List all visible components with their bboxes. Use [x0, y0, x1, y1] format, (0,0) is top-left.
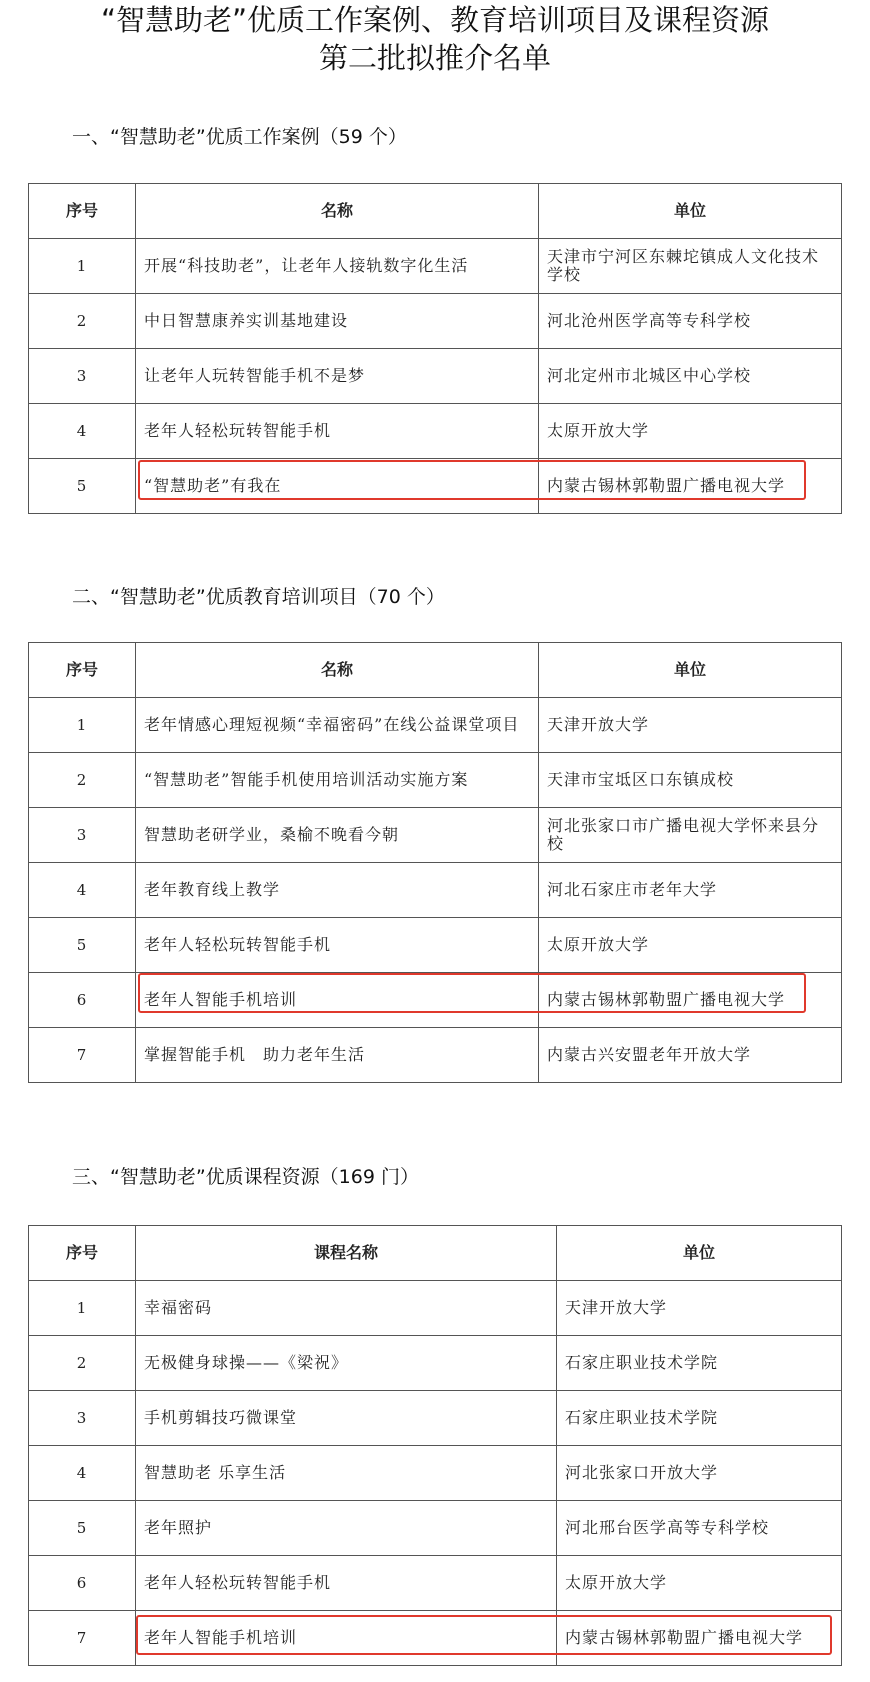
- row-no: 6: [29, 973, 136, 1028]
- row-unit: 河北张家口市广播电视大学怀来县分校: [539, 808, 842, 863]
- row-no: 2: [29, 1336, 136, 1391]
- row-no: 5: [29, 918, 136, 973]
- row-unit: 内蒙古锡林郭勒盟广播电视大学: [539, 459, 842, 514]
- table-header-row: [29, 643, 842, 698]
- row-no: 7: [29, 1028, 136, 1083]
- section-1-table: [28, 183, 842, 514]
- row-unit: 天津市宁河区东棘坨镇成人文化技术学校: [539, 239, 842, 294]
- table-row: [29, 459, 842, 514]
- table-row: [29, 863, 842, 918]
- table-header-row: [29, 1226, 842, 1281]
- table-row: [29, 808, 842, 863]
- table-row: [29, 1281, 842, 1336]
- row-unit: 河北张家口开放大学: [557, 1446, 842, 1501]
- table-row: [29, 1446, 842, 1501]
- row-name: 老年情感心理短视频“幸福密码”在线公益课堂项目: [136, 698, 539, 753]
- column-header-no: 序号: [29, 1226, 136, 1281]
- table-row: [29, 1501, 842, 1556]
- table-row: [29, 753, 842, 808]
- section-2-table: [28, 642, 842, 1083]
- row-no: 2: [29, 294, 136, 349]
- row-unit: 太原开放大学: [539, 404, 842, 459]
- row-name: 无极健身球操——《梁祝》: [136, 1336, 557, 1391]
- table-row: [29, 698, 842, 753]
- row-no: 6: [29, 1556, 136, 1611]
- row-no: 4: [29, 404, 136, 459]
- row-no: 2: [29, 753, 136, 808]
- row-name: 老年人轻松玩转智能手机: [136, 918, 539, 973]
- table-row: [29, 1611, 842, 1666]
- row-unit: 内蒙古锡林郭勒盟广播电视大学: [557, 1611, 842, 1666]
- section-3-heading: 三、“智慧助老”优质课程资源（169 门）: [72, 1166, 419, 1188]
- table-row: [29, 918, 842, 973]
- row-unit: 河北邢台医学高等专科学校: [557, 1501, 842, 1556]
- row-name: “智慧助老”有我在: [136, 459, 539, 514]
- row-name: 中日智慧康养实训基地建设: [136, 294, 539, 349]
- row-name: 老年人智能手机培训: [136, 1611, 557, 1666]
- column-header-no: 序号: [29, 184, 136, 239]
- table-row: [29, 239, 842, 294]
- column-header-name: 名称: [136, 184, 539, 239]
- column-header-unit: 单位: [539, 643, 842, 698]
- row-name: 老年人轻松玩转智能手机: [136, 1556, 557, 1611]
- row-no: 1: [29, 239, 136, 294]
- row-no: 1: [29, 1281, 136, 1336]
- row-unit: 内蒙古锡林郭勒盟广播电视大学: [539, 973, 842, 1028]
- row-name: 老年教育线上教学: [136, 863, 539, 918]
- row-no: 3: [29, 349, 136, 404]
- row-no: 5: [29, 1501, 136, 1556]
- row-unit: 河北石家庄市老年大学: [539, 863, 842, 918]
- table-row: [29, 1028, 842, 1083]
- row-name: 让老年人玩转智能手机不是梦: [136, 349, 539, 404]
- document-title-line1: “智慧助老”优质工作案例、教育培训项目及课程资源: [100, 3, 770, 37]
- table-row: [29, 973, 842, 1028]
- row-name: 老年照护: [136, 1501, 557, 1556]
- table-row: [29, 404, 842, 459]
- row-name: 老年人轻松玩转智能手机: [136, 404, 539, 459]
- row-unit: 河北沧州医学高等专科学校: [539, 294, 842, 349]
- row-unit: 内蒙古兴安盟老年开放大学: [539, 1028, 842, 1083]
- document-title-line2: 第二批拟推介名单: [318, 41, 551, 75]
- row-unit: 天津市宝坻区口东镇成校: [539, 753, 842, 808]
- row-no: 4: [29, 863, 136, 918]
- row-name: “智慧助老”智能手机使用培训活动实施方案: [136, 753, 539, 808]
- column-header-unit: 单位: [539, 184, 842, 239]
- row-name: 开展“科技助老”，让老年人接轨数字化生活: [136, 239, 539, 294]
- section-1-heading: 一、“智慧助老”优质工作案例（59 个）: [72, 126, 407, 148]
- row-unit: 河北定州市北城区中心学校: [539, 349, 842, 404]
- row-no: 7: [29, 1611, 136, 1666]
- row-no: 5: [29, 459, 136, 514]
- table-row: [29, 349, 842, 404]
- column-header-course-name: 课程名称: [136, 1226, 557, 1281]
- table-row: [29, 294, 842, 349]
- row-unit: 太原开放大学: [539, 918, 842, 973]
- row-no: 3: [29, 808, 136, 863]
- table-row: [29, 1556, 842, 1611]
- row-no: 4: [29, 1446, 136, 1501]
- row-unit: 太原开放大学: [557, 1556, 842, 1611]
- column-header-name: 名称: [136, 643, 539, 698]
- row-name: 手机剪辑技巧微课堂: [136, 1391, 557, 1446]
- row-no: 3: [29, 1391, 136, 1446]
- section-3-table: [28, 1225, 842, 1666]
- row-unit: 天津开放大学: [539, 698, 842, 753]
- row-name: 老年人智能手机培训: [136, 973, 539, 1028]
- row-name: 智慧助老研学业，桑榆不晚看今朝: [136, 808, 539, 863]
- section-2-heading: 二、“智慧助老”优质教育培训项目（70 个）: [72, 586, 445, 608]
- column-header-unit: 单位: [557, 1226, 842, 1281]
- table-row: [29, 1336, 842, 1391]
- row-name: 掌握智能手机 助力老年生活: [136, 1028, 539, 1083]
- row-name: 智慧助老 乐享生活: [136, 1446, 557, 1501]
- row-name: 幸福密码: [136, 1281, 557, 1336]
- row-unit: 天津开放大学: [557, 1281, 842, 1336]
- row-no: 1: [29, 698, 136, 753]
- table-row: [29, 1391, 842, 1446]
- table-header-row: [29, 184, 842, 239]
- row-unit: 石家庄职业技术学院: [557, 1391, 842, 1446]
- column-header-no: 序号: [29, 643, 136, 698]
- row-unit: 石家庄职业技术学院: [557, 1336, 842, 1391]
